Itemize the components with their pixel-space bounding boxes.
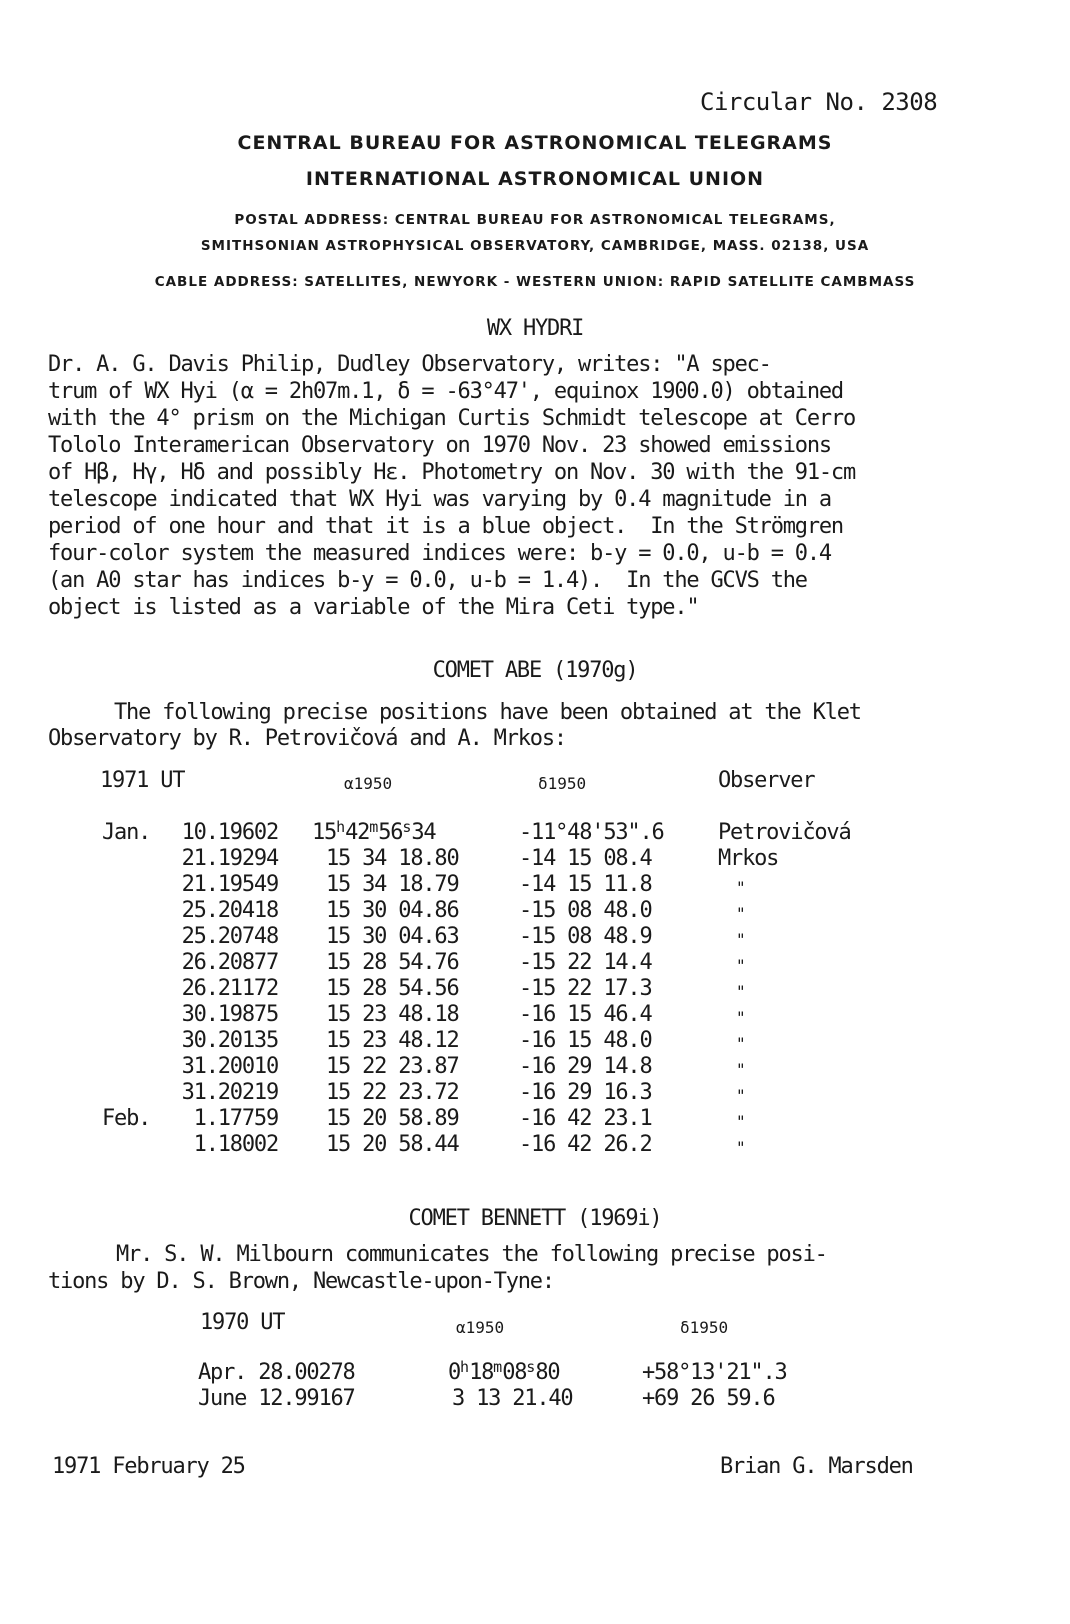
postal-address-line-2: SMITHSONIAN ASTROPHYSICAL OBSERVATORY, CAMBRIDGE, MASS. 02138, USA: [200, 238, 870, 254]
abe-cell-observer: Petrovičová: [718, 820, 851, 845]
alpha-minutes: 42: [345, 820, 370, 845]
bennett-col-header-delta: δ1950: [680, 1318, 729, 1337]
abe-cell-delta: -16 29 16.3: [519, 1080, 652, 1105]
abe-cell-delta: -16 29 14.8: [519, 1054, 652, 1079]
abe-cell-ut: 21.19294: [181, 846, 278, 871]
table-row: [0, 872, 1070, 899]
abe-cell-delta: -16 15 48.0: [519, 1028, 652, 1053]
abe-cell-ut: 10.19602: [181, 820, 278, 845]
abe-cell-delta: -16 15 46.4: [519, 1002, 652, 1027]
wx-hydri-title: WX HYDRI: [486, 316, 584, 341]
abe-cell-ut: 31.20219: [181, 1080, 278, 1105]
abe-cell-month: Feb.: [102, 1106, 151, 1131]
abe-cell-ut: 30.20135: [181, 1028, 278, 1053]
abe-cell-alpha: 15 22 23.87: [326, 1054, 459, 1079]
bennett-col-header-alpha: α1950: [456, 1318, 505, 1337]
minute-mark: m: [493, 1358, 503, 1376]
paragraph-line: four-color system the measured indices were: b-y = 0.0, u-b = 0.4: [48, 541, 831, 566]
abe-cell-ut: 26.20877: [181, 950, 278, 975]
abe-cell-alpha: 15 30 04.63: [326, 924, 459, 949]
paragraph-line: trum of WX Hyi (α = 2h07m.1, δ = -63°47', equinox 1900.0) obtained: [48, 379, 843, 404]
abe-cell-month: Jan.: [102, 820, 151, 845]
abe-cell-delta: -14 15 08.4: [519, 846, 652, 871]
abe-cell-alpha: 15 23 48.12: [326, 1028, 459, 1053]
comet-bennett-title: COMET BENNETT (1969i): [408, 1206, 662, 1231]
abe-cell-delta: -14 15 11.8: [519, 872, 652, 897]
abe-col-header-observer: Observer: [718, 768, 815, 793]
table-row: [0, 924, 1070, 951]
paragraph-line: period of one hour and that it is a blue object. In the Strömgren: [48, 514, 843, 539]
abe-cell-ut: 25.20418: [181, 898, 278, 923]
wx-hydri-paragraph: [48, 352, 1008, 622]
alpha-fraction: 80: [535, 1360, 560, 1385]
bennett-first-delta: +58°13'21".3: [642, 1360, 787, 1385]
table-row: [0, 898, 1070, 925]
abe-cell-alpha: 15 28 54.76: [326, 950, 459, 975]
abe-cell-ut: 1.17759: [193, 1106, 278, 1131]
abe-cell-observer: ": [736, 956, 745, 975]
abe-first-delta: -11°48'53".6: [519, 820, 664, 845]
bennett-cell-date: Apr. 28.00278: [198, 1360, 355, 1385]
paragraph-line: object is listed as a variable of the Mira Ceti type.": [48, 595, 699, 620]
table-row: [0, 1054, 1070, 1081]
table-row: [0, 976, 1070, 1003]
table-row: [0, 1106, 1070, 1133]
alpha-hours: 0: [448, 1360, 461, 1385]
abe-cell-ut: 25.20748: [181, 924, 278, 949]
table-row: [0, 1386, 1070, 1413]
circular-number: Circular No. 2308: [700, 88, 938, 116]
abe-cell-observer: ": [736, 1060, 745, 1079]
comet-abe-position-table: [0, 820, 1070, 1180]
second-mark: s: [526, 1358, 536, 1376]
alpha-hours: 15: [312, 820, 337, 845]
abe-cell-observer: ": [736, 1138, 745, 1157]
comet-bennett-intro-line-1: Mr. S. W. Milbourn communicates the following precise posi-: [116, 1242, 827, 1267]
abe-cell-observer: ": [736, 1086, 745, 1105]
abe-cell-observer: Mrkos: [718, 846, 779, 871]
bennett-cell-date: June 12.99167: [198, 1386, 355, 1411]
alpha-minutes: 18: [469, 1360, 494, 1385]
abe-cell-delta: -15 22 17.3: [519, 976, 652, 1001]
abe-cell-alpha: 15 34 18.79: [326, 872, 459, 897]
footer-signature: Brian G. Marsden: [720, 1454, 913, 1479]
abe-cell-observer: ": [736, 982, 745, 1001]
bennett-cell-alpha: 3 13 21.40: [452, 1386, 573, 1411]
paragraph-line: Tololo Interamerican Observatory on 1970 Nov. 23 showed emissions: [48, 433, 831, 458]
minute-mark: m: [369, 818, 379, 836]
abe-cell-observer: ": [736, 1034, 745, 1053]
abe-first-alpha: [312, 820, 435, 845]
paragraph-line: (an A0 star has indices b-y = 0.0, u-b = 1.4). In the GCVS the: [48, 568, 807, 593]
abe-cell-delta: -15 22 14.4: [519, 950, 652, 975]
cable-address: CABLE ADDRESS: SATELLITES, NEWYORK - WESTERN UNION: RAPID SATELLITE CAMBMASS: [154, 274, 916, 290]
abe-cell-alpha: 15 28 54.56: [326, 976, 459, 1001]
table-row: [0, 1002, 1070, 1029]
abe-cell-alpha: 15 23 48.18: [326, 1002, 459, 1027]
comet-abe-intro-line-2: Observatory by R. Petrovičová and A. Mrkos:: [48, 726, 566, 751]
paragraph-line: with the 4° prism on the Michigan Curtis Schmidt telescope at Cerro: [48, 406, 856, 431]
abe-cell-alpha: 15 20 58.89: [326, 1106, 459, 1131]
hour-mark: h: [336, 818, 346, 836]
abe-col-header-alpha: α1950: [344, 774, 393, 793]
abe-col-header-delta: δ1950: [538, 774, 587, 793]
union-title: INTERNATIONAL ASTRONOMICAL UNION: [305, 168, 765, 190]
bennett-col-header-ut: 1970 UT: [200, 1310, 285, 1335]
alpha-fraction: 34: [411, 820, 436, 845]
table-row: [0, 950, 1070, 977]
abe-cell-observer: ": [736, 904, 745, 923]
comet-abe-intro-line-1: The following precise positions have been obtained at the Klet: [114, 700, 861, 725]
bureau-title: CENTRAL BUREAU FOR ASTRONOMICAL TELEGRAMS: [237, 132, 833, 154]
second-mark: s: [402, 818, 412, 836]
abe-cell-delta: -16 42 23.1: [519, 1106, 652, 1131]
abe-cell-observer: ": [736, 1008, 745, 1027]
table-row: [0, 1028, 1070, 1055]
abe-cell-delta: -16 42 26.2: [519, 1132, 652, 1157]
alpha-seconds: 08: [502, 1360, 527, 1385]
paragraph-line: Dr. A. G. Davis Philip, Dudley Observatory, writes: "A spec-: [48, 352, 771, 377]
abe-cell-alpha: 15 20 58.44: [326, 1132, 459, 1157]
abe-cell-observer: ": [736, 930, 745, 949]
abe-cell-ut: 26.21172: [181, 976, 278, 1001]
abe-cell-observer: ": [736, 1112, 745, 1131]
paragraph-line: of Hβ, Hγ, Hδ and possibly Hε. Photometry on Nov. 30 with the 91-cm: [48, 460, 856, 485]
abe-cell-alpha: 15 22 23.72: [326, 1080, 459, 1105]
abe-cell-ut: 30.19875: [181, 1002, 278, 1027]
table-row: [0, 846, 1070, 873]
bennett-first-alpha: [448, 1360, 559, 1385]
postal-address-line-1: POSTAL ADDRESS: CENTRAL BUREAU FOR ASTRONOMICAL TELEGRAMS,: [234, 212, 836, 228]
abe-col-header-ut: 1971 UT: [100, 768, 185, 793]
paragraph-line: telescope indicated that WX Hyi was varying by 0.4 magnitude in a: [48, 487, 831, 512]
table-row: [0, 1080, 1070, 1107]
comet-bennett-intro-line-2: tions by D. S. Brown, Newcastle-upon-Tyne:: [48, 1269, 554, 1294]
bennett-cell-delta: +69 26 59.6: [642, 1386, 775, 1411]
footer-date: 1971 February 25: [52, 1454, 245, 1479]
hour-mark: h: [460, 1358, 470, 1376]
abe-cell-ut: 31.20010: [181, 1054, 278, 1079]
table-row: [0, 1132, 1070, 1159]
abe-cell-alpha: 15 30 04.86: [326, 898, 459, 923]
abe-cell-delta: -15 08 48.9: [519, 924, 652, 949]
abe-cell-delta: -15 08 48.0: [519, 898, 652, 923]
abe-cell-ut: 1.18002: [193, 1132, 278, 1157]
abe-cell-ut: 21.19549: [181, 872, 278, 897]
alpha-seconds: 56: [378, 820, 403, 845]
abe-cell-alpha: 15 34 18.80: [326, 846, 459, 871]
comet-abe-title: COMET ABE (1970g): [432, 658, 638, 683]
abe-cell-observer: ": [736, 878, 745, 897]
